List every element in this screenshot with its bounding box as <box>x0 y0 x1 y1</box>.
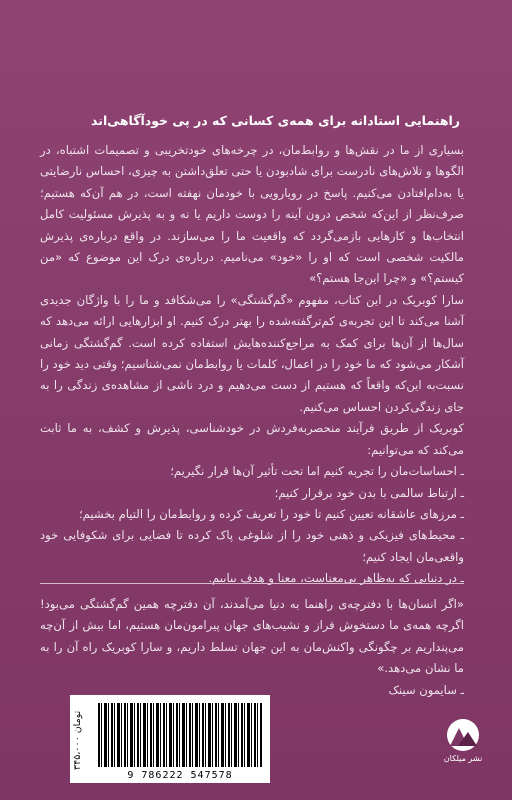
mountains-logo-icon <box>444 718 482 752</box>
list-item: ـ محیط‌های فیزیکی و ذهنی خود را از شلوغی پاک کرده تا فضایی برای شکوفایی خود واقعی‌مان ایجاد کنیم؛ <box>40 528 464 564</box>
list-item: ـ در دنیایی که به‌ظاهر بی‌معناست، معنا و هدف بیابیم. <box>208 571 464 586</box>
barcode-label <box>70 695 270 783</box>
isbn-number: 9 786222 547578 <box>127 770 233 781</box>
list-item: ـ مرزهای عاشقانه تعیین کنیم تا خود را تعریف کرده و روابط‌مان را التیام بخشیم؛ <box>78 506 464 521</box>
quote-text: «اگر انسان‌ها با دفترچه‌ی راهنما به دنیا می‌آمدند، آن دفترچه همین گم‌گشتگی می‌بود! اگرچه همه‌ی ما دستخوش فراز و نشیب‌های جهان پیرامون‌مان هستیم، اما بیش از آن‌چه می‌پنداریم بر چگونگی واکنش‌مان به این جهان تسلط داریم، و سارا کوبریک راه آن را به ما نشان می‌دهد.» <box>40 597 464 676</box>
list-item: ـ ارتباط سالمی با بدن خود برقرار کنیم؛ <box>274 485 464 500</box>
paragraph: سارا کوبریک در این کتاب، مفهوم «گم‌گشتگی» را می‌شکافد و ما را با واژگان جدیدی آشنا می‌کند تا این تجربه‌ی کم‌ترگفته‌شده را بهتر درک کنیم. او ابزارهایی ارائه می‌دهد که سال‌ها از آن‌ها برای کمک به مراجع‌کننده‌هایش استفاده کرده است. گم‌گشتگی زمانی آشکار می‌شود که ما خود را در اعمال، کلمات یا روابط‌مان نمی‌شناسیم؛ وقتی دید خود را نسبت‌به این‌که واقعاً که هستیم از دست می‌دهیم و درد ناشی از مشاهده‌ی زندگی را به جای زندگی‌کردن احساس می‌کنیم. <box>40 292 464 414</box>
price: ۳۴۵،۰۰۰ تومان <box>72 710 83 770</box>
headline: راهنمایی استادانه برای همه‌ی کسانی که در پی خودآگاهی‌اند <box>91 113 460 128</box>
list-item: ـ احساسات‌مان را تجربه کنیم اما تحت تأثیر آن‌ها قرار نگیریم؛ <box>170 464 464 479</box>
publisher-name: نشر میلکان <box>443 754 483 763</box>
description <box>40 140 464 590</box>
quote-author: ـ سایمون سینک <box>388 682 464 697</box>
benefits-list <box>40 461 464 589</box>
publisher-logo <box>440 718 486 780</box>
endorsement-quote <box>40 594 464 701</box>
divider <box>40 583 464 584</box>
paragraph: بسیاری از ما در نقش‌ها و روابط‌مان، در چرخه‌های خودتخریبی و تصمیمات اشتباه، در الگوها و تلاش‌های نادرست برای شادبودن یا حتی تعلق‌داشتن به چیزی، احساس نارضایتی یا به‌دام‌افتادن می‌کنیم. پاسخ در رویارویی با خودمان نهفته است، در هم آن‌که هستیم؛ صرف‌نظر از این‌که شخص درون آینه را دوست داریم یا نه و به پذیرش مسئولیت کامل انتخاب‌ها و کارهایی بازمی‌گردد که واقعیت ما را می‌سازند. در واقع درباره‌ی پذیرش مالکیت شخصی است که او را «خود» می‌نامیم. درباره‌ی درک این موضوع که «من کیستم؟» و «چرا این‌جا هستم؟» <box>40 143 464 286</box>
paragraph: کوبریک از طریق فرآیند منحصربه‌فردش در خودشناسی، پذیرش و کشف، به ما ثابت می‌کند که می‌توانیم: <box>40 421 464 457</box>
barcode-icon <box>98 703 262 767</box>
